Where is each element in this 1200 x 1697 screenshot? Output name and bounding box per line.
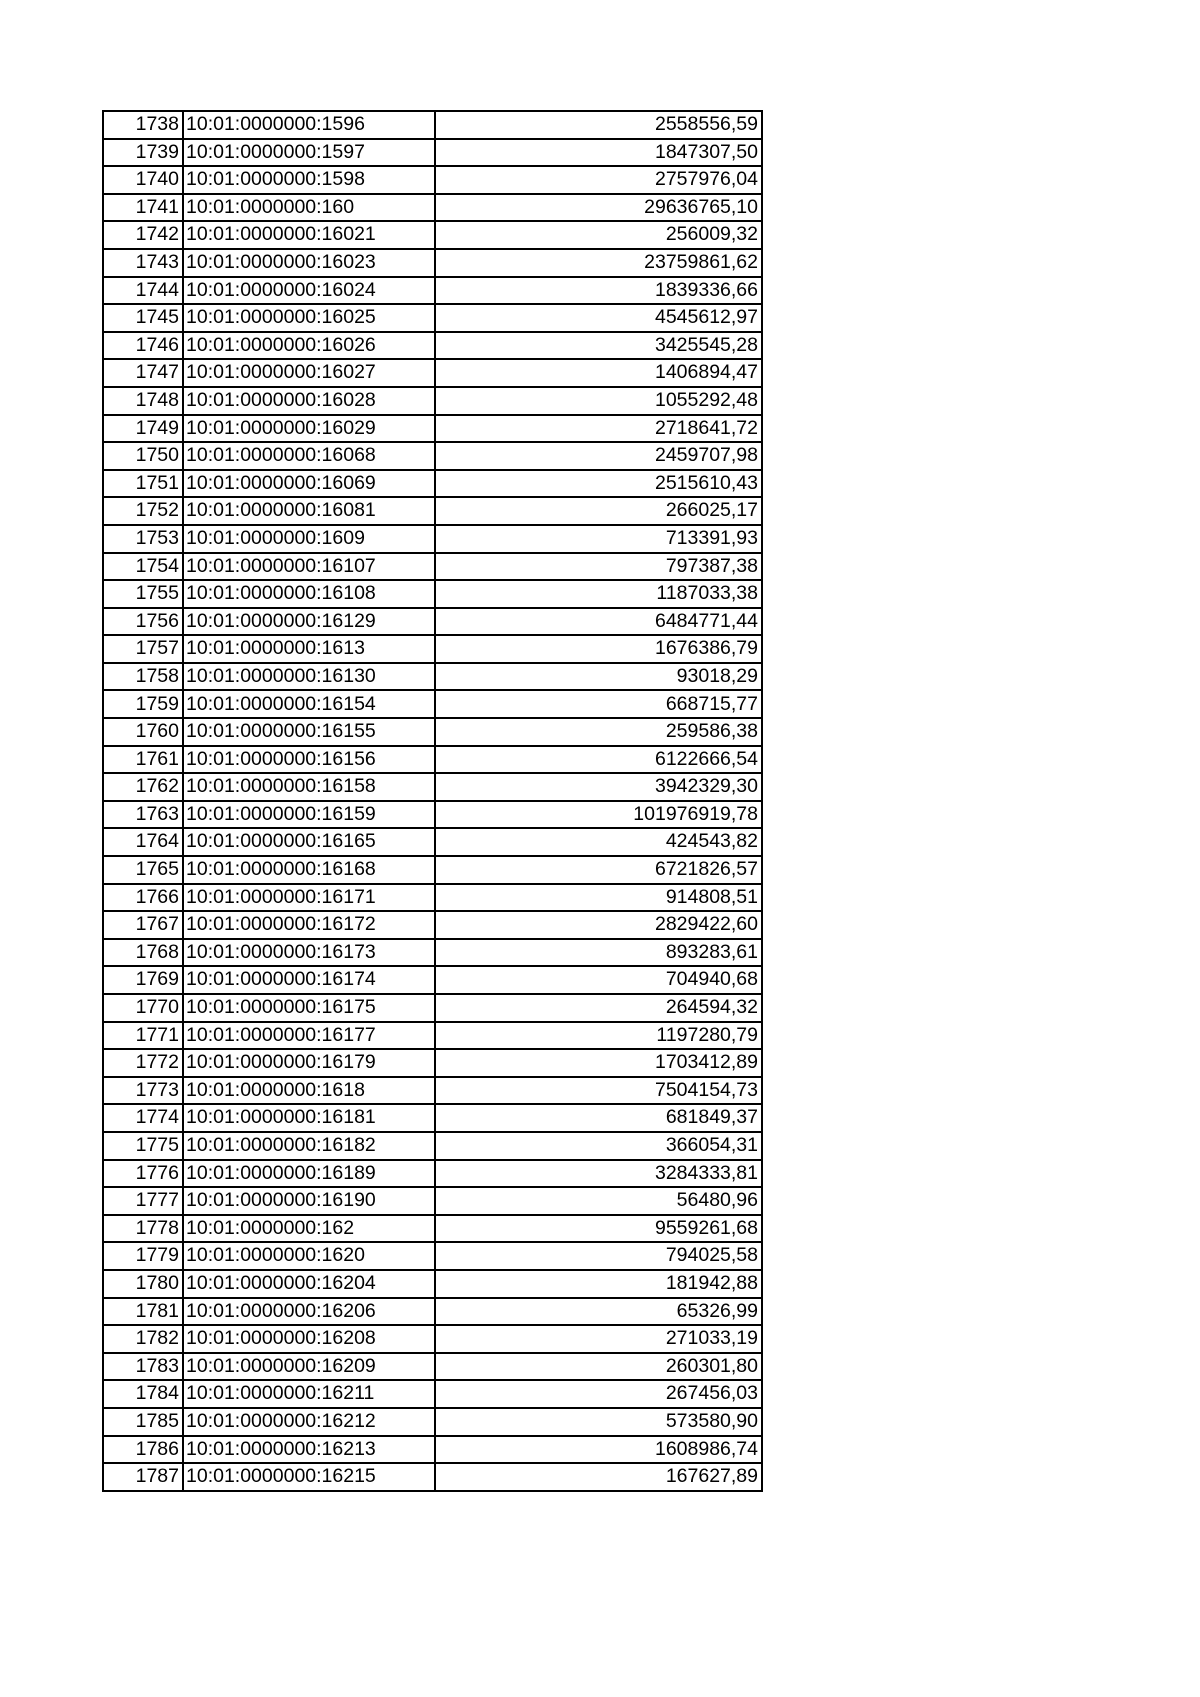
document-page — [102, 110, 763, 1492]
row-number-cell: 1777 — [103, 1187, 183, 1215]
cadastral-code-cell: 10:01:0000000:16069 — [183, 470, 435, 498]
amount-cell: 1839336,66 — [435, 277, 762, 305]
row-number-cell: 1772 — [103, 1049, 183, 1077]
cadastral-code-cell: 10:01:0000000:16181 — [183, 1104, 435, 1132]
table-row — [103, 1298, 762, 1326]
amount-cell: 2757976,04 — [435, 166, 762, 194]
row-number-cell: 1783 — [103, 1353, 183, 1381]
table-row — [103, 415, 762, 443]
cadastral-code-cell: 10:01:0000000:1618 — [183, 1077, 435, 1105]
amount-cell: 29636765,10 — [435, 194, 762, 222]
row-number-cell: 1763 — [103, 801, 183, 829]
cadastral-code-cell: 10:01:0000000:16190 — [183, 1187, 435, 1215]
table-row — [103, 1077, 762, 1105]
amount-cell: 259586,38 — [435, 718, 762, 746]
table-row — [103, 884, 762, 912]
table-row — [103, 525, 762, 553]
cadastral-code-cell: 10:01:0000000:16023 — [183, 249, 435, 277]
row-number-cell: 1751 — [103, 470, 183, 498]
cadastral-code-cell: 10:01:0000000:16168 — [183, 856, 435, 884]
cadastral-code-cell: 10:01:0000000:16179 — [183, 1049, 435, 1077]
row-number-cell: 1750 — [103, 442, 183, 470]
table-row — [103, 1022, 762, 1050]
table-row — [103, 249, 762, 277]
cadastral-code-cell: 10:01:0000000:16208 — [183, 1325, 435, 1353]
row-number-cell: 1776 — [103, 1160, 183, 1188]
table-row — [103, 1325, 762, 1353]
amount-cell: 9559261,68 — [435, 1215, 762, 1243]
table-row — [103, 1242, 762, 1270]
amount-cell: 1055292,48 — [435, 387, 762, 415]
amount-cell: 2515610,43 — [435, 470, 762, 498]
cadastral-code-cell: 10:01:0000000:16211 — [183, 1380, 435, 1408]
cadastral-code-cell: 10:01:0000000:16206 — [183, 1298, 435, 1326]
table-row — [103, 1187, 762, 1215]
cadastral-code-cell: 10:01:0000000:16204 — [183, 1270, 435, 1298]
row-number-cell: 1758 — [103, 663, 183, 691]
cadastral-code-cell: 10:01:0000000:1613 — [183, 635, 435, 663]
table-row — [103, 690, 762, 718]
table-row — [103, 911, 762, 939]
row-number-cell: 1775 — [103, 1132, 183, 1160]
cadastral-code-cell: 10:01:0000000:16025 — [183, 304, 435, 332]
cadastral-code-cell: 10:01:0000000:16165 — [183, 828, 435, 856]
cadastral-code-cell: 10:01:0000000:16159 — [183, 801, 435, 829]
row-number-cell: 1749 — [103, 415, 183, 443]
amount-cell: 65326,99 — [435, 1298, 762, 1326]
cadastral-code-cell: 10:01:0000000:16158 — [183, 773, 435, 801]
table-row — [103, 1160, 762, 1188]
cadastral-code-cell: 10:01:0000000:16024 — [183, 277, 435, 305]
row-number-cell: 1771 — [103, 1022, 183, 1050]
row-number-cell: 1779 — [103, 1242, 183, 1270]
table-row — [103, 856, 762, 884]
amount-cell: 1703412,89 — [435, 1049, 762, 1077]
table-row — [103, 442, 762, 470]
cadastral-code-cell: 10:01:0000000:16029 — [183, 415, 435, 443]
amount-cell: 794025,58 — [435, 1242, 762, 1270]
table-row — [103, 553, 762, 581]
table-row — [103, 1132, 762, 1160]
cadastral-code-cell: 10:01:0000000:16173 — [183, 939, 435, 967]
row-number-cell: 1774 — [103, 1104, 183, 1132]
row-number-cell: 1747 — [103, 359, 183, 387]
amount-cell: 23759861,62 — [435, 249, 762, 277]
row-number-cell: 1778 — [103, 1215, 183, 1243]
table-row — [103, 304, 762, 332]
table-row — [103, 746, 762, 774]
data-table — [102, 110, 763, 1492]
amount-cell: 4545612,97 — [435, 304, 762, 332]
row-number-cell: 1766 — [103, 884, 183, 912]
amount-cell: 101976919,78 — [435, 801, 762, 829]
row-number-cell: 1782 — [103, 1325, 183, 1353]
row-number-cell: 1765 — [103, 856, 183, 884]
row-number-cell: 1781 — [103, 1298, 183, 1326]
row-number-cell: 1784 — [103, 1380, 183, 1408]
amount-cell: 266025,17 — [435, 497, 762, 525]
amount-cell: 271033,19 — [435, 1325, 762, 1353]
amount-cell: 2718641,72 — [435, 415, 762, 443]
cadastral-code-cell: 10:01:0000000:1598 — [183, 166, 435, 194]
cadastral-code-cell: 10:01:0000000:16189 — [183, 1160, 435, 1188]
table-row — [103, 194, 762, 222]
table-row — [103, 773, 762, 801]
table-row — [103, 939, 762, 967]
table-row — [103, 387, 762, 415]
amount-cell: 1197280,79 — [435, 1022, 762, 1050]
cadastral-code-cell: 10:01:0000000:16155 — [183, 718, 435, 746]
cadastral-code-cell: 10:01:0000000:16156 — [183, 746, 435, 774]
table-row — [103, 1408, 762, 1436]
amount-cell: 1676386,79 — [435, 635, 762, 663]
row-number-cell: 1746 — [103, 332, 183, 360]
table-row — [103, 635, 762, 663]
amount-cell: 256009,32 — [435, 221, 762, 249]
row-number-cell: 1757 — [103, 635, 183, 663]
row-number-cell: 1748 — [103, 387, 183, 415]
table-row — [103, 994, 762, 1022]
row-number-cell: 1753 — [103, 525, 183, 553]
table-row — [103, 828, 762, 856]
cadastral-code-cell: 10:01:0000000:16212 — [183, 1408, 435, 1436]
table-row — [103, 470, 762, 498]
amount-cell: 713391,93 — [435, 525, 762, 553]
cadastral-code-cell: 10:01:0000000:16174 — [183, 966, 435, 994]
amount-cell: 6721826,57 — [435, 856, 762, 884]
row-number-cell: 1741 — [103, 194, 183, 222]
cadastral-code-cell: 10:01:0000000:16177 — [183, 1022, 435, 1050]
cadastral-code-cell: 10:01:0000000:16081 — [183, 497, 435, 525]
amount-cell: 914808,51 — [435, 884, 762, 912]
amount-cell: 6484771,44 — [435, 608, 762, 636]
cadastral-code-cell: 10:01:0000000:16154 — [183, 690, 435, 718]
table-row — [103, 139, 762, 167]
row-number-cell: 1742 — [103, 221, 183, 249]
cadastral-code-cell: 10:01:0000000:16182 — [183, 1132, 435, 1160]
table-row — [103, 497, 762, 525]
amount-cell: 424543,82 — [435, 828, 762, 856]
cadastral-code-cell: 10:01:0000000:16171 — [183, 884, 435, 912]
row-number-cell: 1786 — [103, 1436, 183, 1464]
amount-cell: 181942,88 — [435, 1270, 762, 1298]
row-number-cell: 1761 — [103, 746, 183, 774]
table-row — [103, 277, 762, 305]
amount-cell: 167627,89 — [435, 1463, 762, 1491]
table-row — [103, 221, 762, 249]
row-number-cell: 1756 — [103, 608, 183, 636]
cadastral-code-cell: 10:01:0000000:16172 — [183, 911, 435, 939]
amount-cell: 1847307,50 — [435, 139, 762, 167]
table-row — [103, 1270, 762, 1298]
amount-cell: 267456,03 — [435, 1380, 762, 1408]
table-row — [103, 801, 762, 829]
amount-cell: 573580,90 — [435, 1408, 762, 1436]
table-row — [103, 1436, 762, 1464]
row-number-cell: 1752 — [103, 497, 183, 525]
amount-cell: 797387,38 — [435, 553, 762, 581]
row-number-cell: 1769 — [103, 966, 183, 994]
table-row — [103, 111, 762, 139]
row-number-cell: 1764 — [103, 828, 183, 856]
row-number-cell: 1770 — [103, 994, 183, 1022]
amount-cell: 893283,61 — [435, 939, 762, 967]
table-row — [103, 1215, 762, 1243]
cadastral-code-cell: 10:01:0000000:1609 — [183, 525, 435, 553]
row-number-cell: 1740 — [103, 166, 183, 194]
row-number-cell: 1780 — [103, 1270, 183, 1298]
amount-cell: 3284333,81 — [435, 1160, 762, 1188]
cadastral-code-cell: 10:01:0000000:1597 — [183, 139, 435, 167]
table-row — [103, 1049, 762, 1077]
row-number-cell: 1754 — [103, 553, 183, 581]
cadastral-code-cell: 10:01:0000000:1620 — [183, 1242, 435, 1270]
row-number-cell: 1787 — [103, 1463, 183, 1491]
table-row — [103, 1380, 762, 1408]
cadastral-code-cell: 10:01:0000000:16175 — [183, 994, 435, 1022]
row-number-cell: 1762 — [103, 773, 183, 801]
table-row — [103, 1353, 762, 1381]
cadastral-code-cell: 10:01:0000000:16129 — [183, 608, 435, 636]
row-number-cell: 1738 — [103, 111, 183, 139]
amount-cell: 1406894,47 — [435, 359, 762, 387]
table-row — [103, 608, 762, 636]
row-number-cell: 1768 — [103, 939, 183, 967]
row-number-cell: 1760 — [103, 718, 183, 746]
cadastral-code-cell: 10:01:0000000:16108 — [183, 580, 435, 608]
amount-cell: 3425545,28 — [435, 332, 762, 360]
cadastral-code-cell: 10:01:0000000:16068 — [183, 442, 435, 470]
amount-cell: 2558556,59 — [435, 111, 762, 139]
table-row — [103, 1463, 762, 1491]
cadastral-code-cell: 10:01:0000000:160 — [183, 194, 435, 222]
row-number-cell: 1773 — [103, 1077, 183, 1105]
cadastral-code-cell: 10:01:0000000:1596 — [183, 111, 435, 139]
table-body — [103, 111, 762, 1491]
table-row — [103, 1104, 762, 1132]
cadastral-code-cell: 10:01:0000000:16107 — [183, 553, 435, 581]
table-row — [103, 663, 762, 691]
amount-cell: 93018,29 — [435, 663, 762, 691]
row-number-cell: 1785 — [103, 1408, 183, 1436]
cadastral-code-cell: 10:01:0000000:16027 — [183, 359, 435, 387]
table-row — [103, 718, 762, 746]
table-row — [103, 332, 762, 360]
amount-cell: 2829422,60 — [435, 911, 762, 939]
cadastral-code-cell: 10:01:0000000:16021 — [183, 221, 435, 249]
cadastral-code-cell: 10:01:0000000:16209 — [183, 1353, 435, 1381]
amount-cell: 704940,68 — [435, 966, 762, 994]
amount-cell: 1608986,74 — [435, 1436, 762, 1464]
amount-cell: 6122666,54 — [435, 746, 762, 774]
table-row — [103, 580, 762, 608]
cadastral-code-cell: 10:01:0000000:16028 — [183, 387, 435, 415]
row-number-cell: 1744 — [103, 277, 183, 305]
amount-cell: 7504154,73 — [435, 1077, 762, 1105]
amount-cell: 264594,32 — [435, 994, 762, 1022]
amount-cell: 1187033,38 — [435, 580, 762, 608]
cadastral-code-cell: 10:01:0000000:16130 — [183, 663, 435, 691]
row-number-cell: 1755 — [103, 580, 183, 608]
cadastral-code-cell: 10:01:0000000:162 — [183, 1215, 435, 1243]
amount-cell: 56480,96 — [435, 1187, 762, 1215]
amount-cell: 3942329,30 — [435, 773, 762, 801]
cadastral-code-cell: 10:01:0000000:16215 — [183, 1463, 435, 1491]
cadastral-code-cell: 10:01:0000000:16213 — [183, 1436, 435, 1464]
row-number-cell: 1745 — [103, 304, 183, 332]
amount-cell: 260301,80 — [435, 1353, 762, 1381]
row-number-cell: 1767 — [103, 911, 183, 939]
row-number-cell: 1743 — [103, 249, 183, 277]
amount-cell: 668715,77 — [435, 690, 762, 718]
table-row — [103, 359, 762, 387]
row-number-cell: 1759 — [103, 690, 183, 718]
table-row — [103, 966, 762, 994]
cadastral-code-cell: 10:01:0000000:16026 — [183, 332, 435, 360]
amount-cell: 681849,37 — [435, 1104, 762, 1132]
amount-cell: 366054,31 — [435, 1132, 762, 1160]
table-row — [103, 166, 762, 194]
row-number-cell: 1739 — [103, 139, 183, 167]
amount-cell: 2459707,98 — [435, 442, 762, 470]
